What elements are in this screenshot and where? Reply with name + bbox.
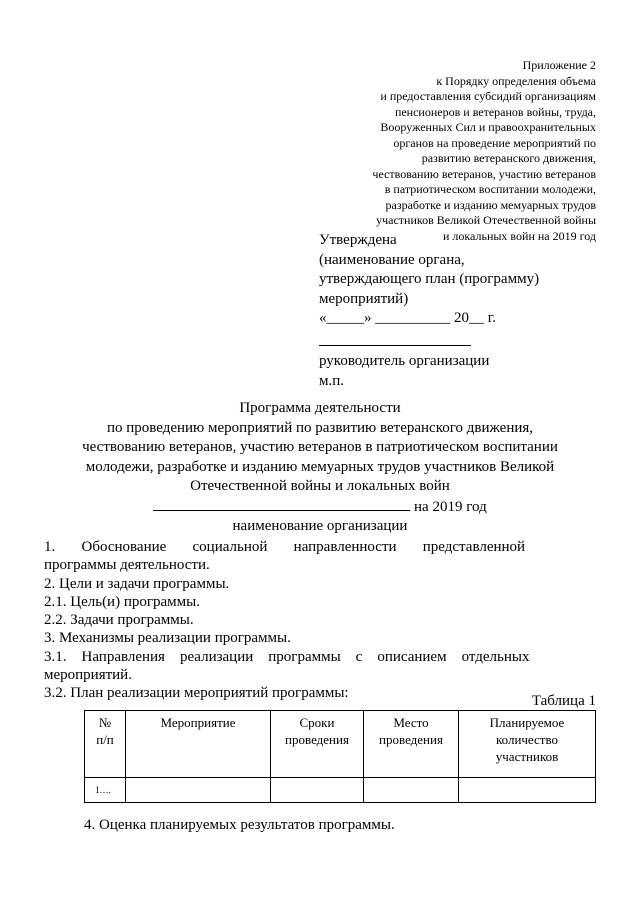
title-line: чествованию ветеранов, участию ветеранов в патриотическом воспитании	[82, 439, 558, 455]
approval-date-line: «_____» __________ 20__ г.	[319, 310, 496, 326]
section-1-line1: 1. Обоснование социальной направленности представленной	[44, 539, 526, 555]
section-3-1-line2: мероприятий.	[44, 667, 132, 684]
appendix-line: в патриотическом воспитании молодежи,	[384, 182, 596, 196]
header-dates: Сроки проведения	[271, 711, 364, 778]
org-line	[40, 497, 600, 518]
title-line: по проведению мероприятий по развитию ветеранского движения,	[106, 419, 534, 436]
section-2-1: 2.1. Цель(и) программы.	[44, 593, 200, 610]
title-line: Программа деятельности	[239, 400, 401, 416]
plan-table	[84, 710, 596, 803]
org-suffix: на 2019 год	[414, 498, 487, 515]
appendix-line: участников Великой Отечественной войны	[376, 213, 596, 227]
approval-line: Утверждена	[319, 232, 397, 248]
org-name-blank	[153, 497, 410, 511]
title-line: Отечественной войны и локальных войн	[190, 478, 450, 494]
appendix-line: чествованию ветеранов, участию ветеранов	[372, 166, 596, 181]
section-3: 3. Механизмы реализации программы.	[44, 630, 291, 647]
appendix-line: и предоставления субсидий организациям	[380, 89, 596, 103]
header-number: № п/п	[85, 711, 126, 778]
stamp-label: м.п.	[319, 372, 345, 389]
section-4: 4. Оценка планируемых результатов программы.	[84, 817, 395, 833]
appendix-block	[296, 58, 596, 244]
header-participants: Планируемое количество участников	[459, 711, 596, 778]
appendix-line: разработке и изданию мемуарных трудов	[385, 197, 596, 212]
section-2-2: 2.2. Задачи программы.	[44, 612, 194, 629]
title-line: молодежи, разработке и изданию мемуарных трудов участников Великой	[85, 458, 555, 475]
appendix-line: пенсионеров и ветеранов войны, труда,	[394, 104, 596, 119]
table-cell	[459, 778, 596, 803]
org-caption: наименование организации	[232, 518, 408, 534]
table-cell	[126, 778, 271, 803]
signature-blank	[319, 333, 471, 346]
approval-block	[319, 231, 539, 391]
header-place: Место проведения	[364, 711, 459, 778]
table-cell	[271, 778, 364, 803]
section-3-1-line1: 3.1. Направления реализации программы с описанием отдельных	[44, 648, 530, 665]
appendix-line: и локальных войн на 2019 год	[443, 228, 596, 243]
table-row	[85, 778, 596, 803]
approval-line: (наименование органа,	[319, 251, 465, 268]
table-cell	[364, 778, 459, 803]
approval-line: утверждающего план (программу)	[319, 271, 540, 287]
program-title	[40, 399, 600, 537]
appendix-line: Приложение 2	[522, 58, 596, 72]
sections-list	[44, 538, 596, 703]
header-event: Мероприятие	[126, 711, 271, 778]
appendix-line: к Порядку определения объема	[436, 73, 596, 88]
table-cell: 1….	[85, 778, 126, 803]
approval-line: мероприятий)	[319, 290, 409, 307]
table-header-row	[85, 711, 596, 778]
appendix-line: развитию ветеранского движения,	[421, 151, 596, 165]
section-3-2: 3.2. План реализации мероприятий программы:	[44, 685, 349, 702]
appendix-line: Вооруженных Сил и правоохранительных	[380, 120, 596, 134]
section-2: 2. Цели и задачи программы.	[44, 575, 230, 592]
table-caption: Таблица 1	[531, 693, 596, 709]
section-1-line2: программы деятельности.	[44, 557, 210, 574]
signature-label: руководитель организации	[319, 353, 490, 369]
appendix-line: органов на проведение мероприятий по	[393, 135, 596, 150]
